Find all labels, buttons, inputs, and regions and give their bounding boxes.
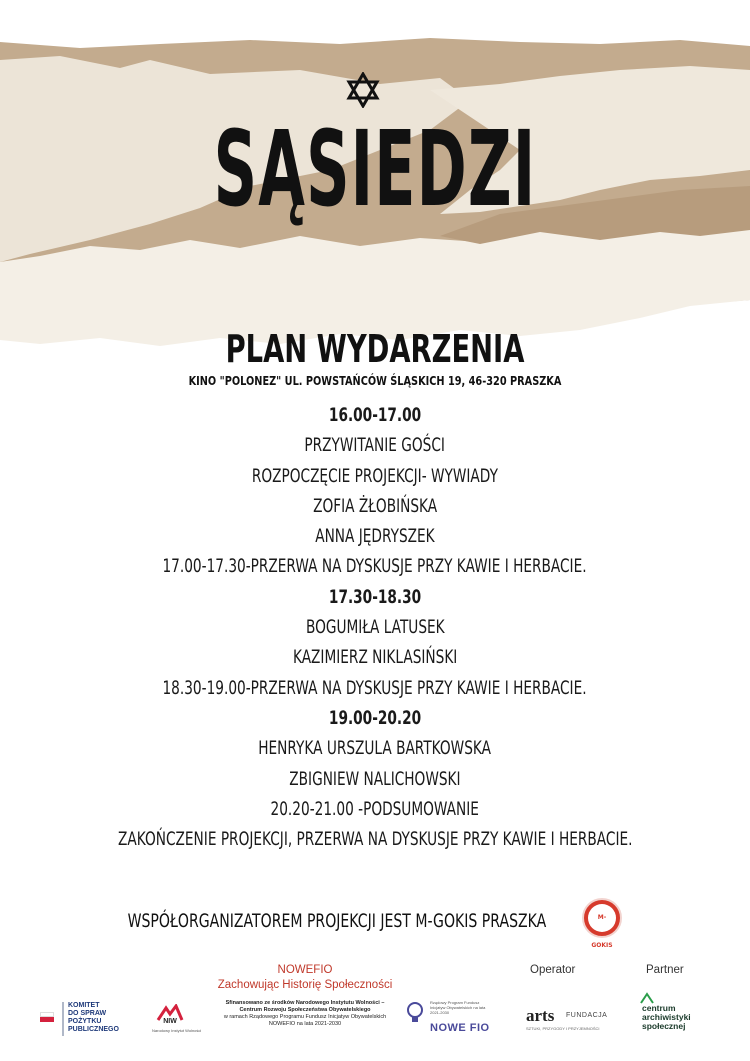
schedule-item: 17.00-17.30-PRZERWA NA DYSKUSJE PRZY KAWIE I HERBACIE.	[162, 555, 588, 578]
schedule-item: PRZYWITANIE GOŚCI	[304, 434, 446, 457]
niw-mark-icon	[156, 1004, 184, 1024]
arts-foundation-logo: arts FUNDACJA SZTUKI, PRZYGODY I PRZYJEMNOŚCI	[526, 1006, 608, 1031]
schedule-item: 19.00-20.20	[328, 706, 422, 729]
schedule-item: ZAKOŃCZENIE PROJEKCJI, PRZERWA NA DYSKUSJE PRZY KAWIE I HERBACIE.	[117, 828, 633, 851]
centrum-archiwistyki-logo: centrum archiwistyki społecznej	[638, 992, 718, 1038]
partner-label: Partner	[646, 964, 684, 976]
schedule-item: ZBIGNIEW NALICHOWSKI	[289, 767, 461, 790]
coorganizer-line	[0, 908, 750, 934]
niw-logo: NIW Narodowy Instytut Wolności	[152, 1002, 202, 1038]
schedule-item: ROZPOCZĘCIE PROJEKCJI- WYWIADY	[251, 464, 499, 487]
schedule-item: KAZIMIERZ NIKLASIŃSKI	[292, 646, 458, 669]
schedule-item: BOGUMIŁA LATUSEK	[305, 616, 445, 639]
funding-note: Sfinansowano ze środków Narodowego Instytutu Wolności – Centrum Rozwoju Społeczeństwa Obywatelskiego w ramach Rządowego Programu Fundusz Inicjatyw Obywatelskich NOWEFIO na lata 2021-2030	[223, 1000, 387, 1027]
operator-label: Operator	[530, 964, 576, 976]
nowe-fio-logo: Rządowy Program Fundusz Inicjatyw Obywatelskich na lata 2021-2030 NOWE FIO	[404, 998, 504, 1040]
m-gokis-badge: M-GOKIS	[588, 904, 616, 932]
komitet-logo	[40, 1000, 140, 1040]
komitet-text: KOMITET DO SPRAW POŻYTKU PUBLICZNEGO	[68, 1002, 119, 1033]
program-subtitle: Zachowując Historię Społeczności	[217, 979, 393, 991]
schedule-item: 17.30-18.30	[328, 585, 422, 608]
schedule-item: 16.00-17.00	[328, 404, 422, 426]
svg-text:NIW: NIW	[163, 1018, 177, 1024]
polish-flag-icon	[40, 1012, 54, 1022]
event-schedule	[0, 400, 750, 854]
venue-address: KINO "POLONEZ" UL. POWSTAŃCÓW ŚLĄSKICH 19, 46-320 PRASZKA	[188, 373, 562, 388]
plan-title: PLAN WYDARZENIA	[225, 327, 525, 371]
program-name: NOWEFIO	[277, 964, 333, 976]
schedule-item: HENRYKA URSZULA BARTKOWSKA	[258, 737, 492, 760]
schedule-item: 18.30-19.00-PRZERWA NA DYSKUSJE PRZY KAWIE I HERBACIE.	[162, 676, 588, 699]
schedule-item: ANNA JĘDRYSZEK	[315, 525, 435, 548]
schedule-item: ZOFIA ŻŁOBIŃSKA	[312, 494, 437, 517]
coorganizer-text: WSPÓŁORGANIZATOREM PROJEKCJI JEST M-GOKIS PRASZKA	[127, 910, 547, 932]
schedule-item: 20.20-21.00 -PODSUMOWANIE	[270, 797, 480, 820]
star-of-david-icon	[346, 72, 380, 108]
lightbulb-icon	[406, 1002, 424, 1024]
m-gokis-logo	[582, 898, 622, 949]
poster-title: SĄSIEDZI	[213, 108, 537, 230]
